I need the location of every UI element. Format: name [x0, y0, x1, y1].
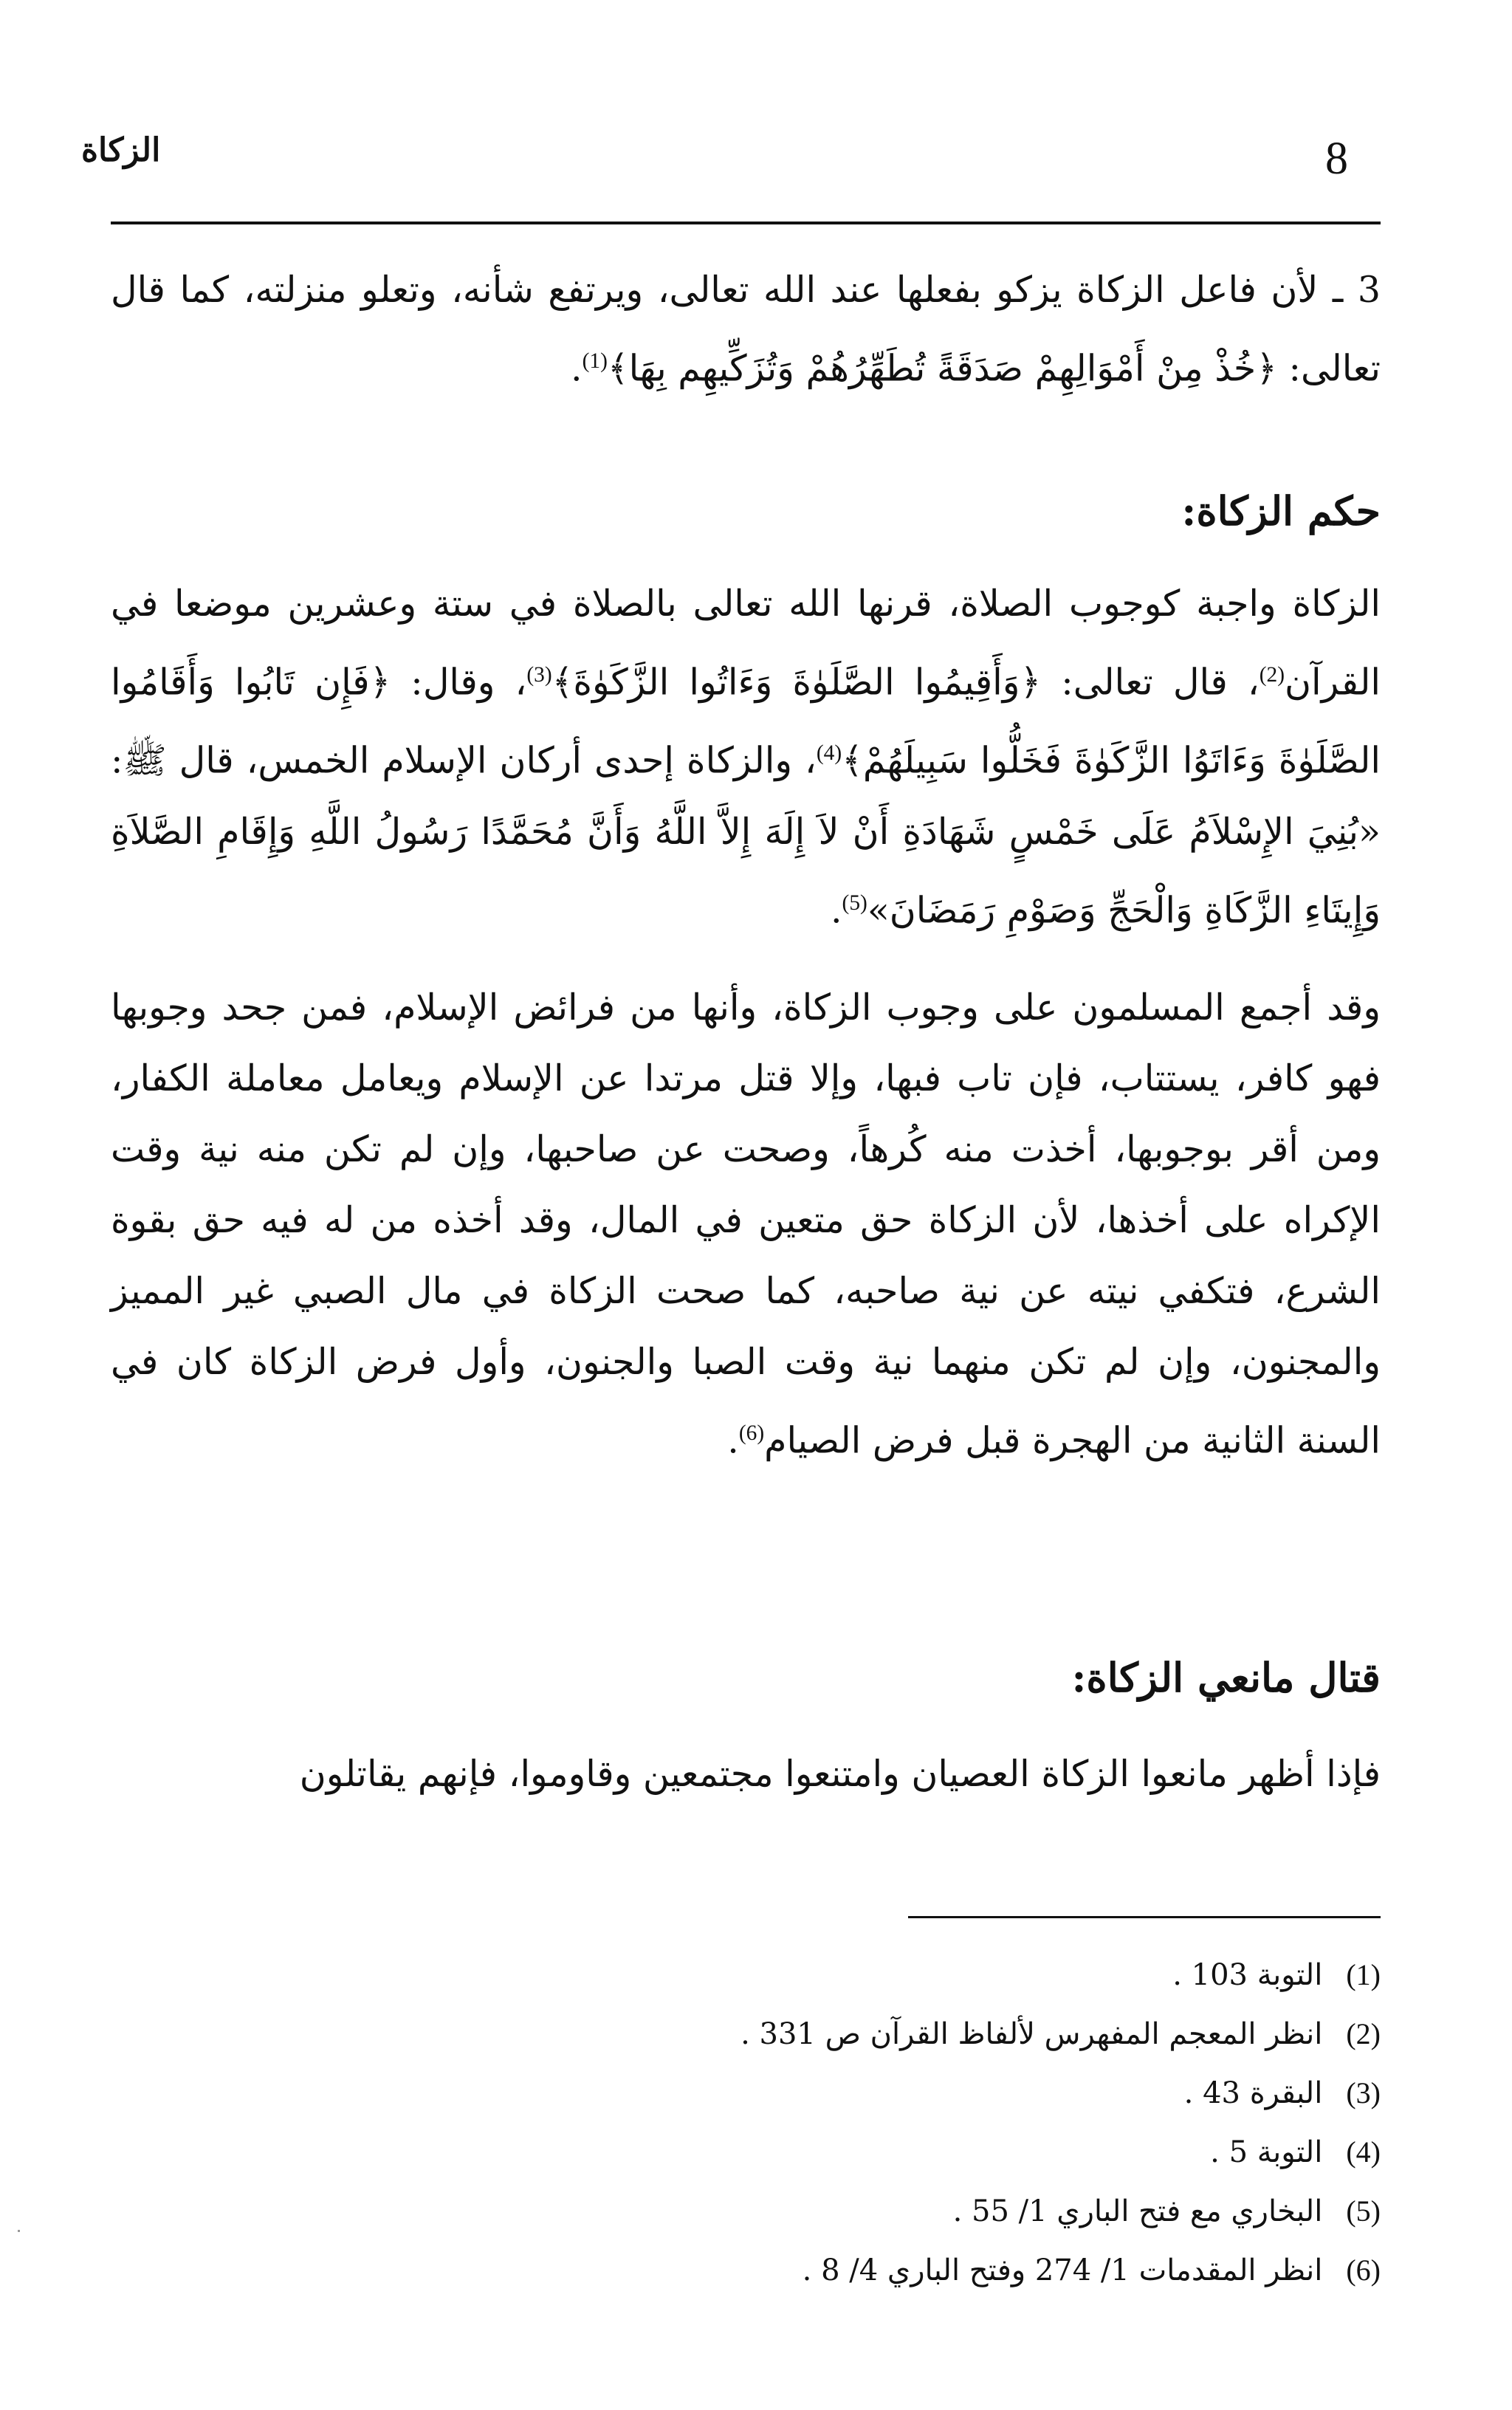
- footnote-item: (3) البقرة 43 .: [1183, 2076, 1381, 2110]
- ruling-text-f: وقد أجمع المسلمون على وجوب الزكاة، وأنها من فرائض الإسلام، فمن جحد وجوبها فهو كافر، يستتاب، فإن تاب فبها، وإلا قتل مرتدا عن الإسلام ويعامل معاملة الكفار، ومن أقر بوجوبها، أخذت منه كُرهاً، وصحت عن صاحبها، وإن لم تكن منه نية وقت الإكراه على أخذها، لأن الزكاة حق متعين في المال، وقد أخذه من له فيه حق بقوة الشرع، فتكفي نيته عن نية صاحبه، كما صحت الزكاة في مال الصبي غير المميز والمجنون، وإن لم تكن منهما نية وقت الصبا والجنون، وأول فرض الزكاة كان في السنة الثانية من الهجرة قبل فرض الصيام: [111, 986, 1381, 1462]
- ruling-text-b: ، قال تعالى: ﴿وَأَقِيمُوا الصَّلَوٰةَ وَءَاتُوا الزَّكَوٰةَ﴾: [551, 661, 1260, 704]
- fighting-text: فإذا أظهر مانعوا الزكاة العصيان وامتنعوا مجتمعين وقاوموا، فإنهم يقاتلون: [299, 1753, 1381, 1795]
- ruling-paragraph-2: [111, 972, 1381, 1476]
- section-ruling-body: [111, 569, 1381, 1503]
- ruling-text-a: الزكاة واجبة كوجوب الصلاة، قرنها الله تعالى بالصلاة في ستة وعشرين موضعا في القرآن: [111, 583, 1381, 704]
- footnote-item: (4) التوبة 5 .: [1210, 2135, 1381, 2169]
- ruling-text-e: .: [830, 888, 842, 931]
- ruling-text-g: .: [727, 1419, 739, 1462]
- footnote-ref-5: (5): [842, 890, 867, 915]
- footnote-item: (1) التوبة 103 .: [1172, 1958, 1381, 1992]
- ruling-text-d: ، والزكاة إحدى أركان الإسلام الخمس، قال ﷺ: «بُنِيَ الإِسْلاَمُ عَلَى خَمْسٍ شَهَادَةِ أَنْ لاَ إِلَهَ إِلاَّ اللَّهُ وَأَنَّ مُحَمَّدًا رَسُولُ اللَّهِ وَإِقَامِ الصَّلاَةِ وَإِيتَاءِ الزَّكَاةِ وَالْحَجِّ وَصَوْمِ رَمَضَانَ»: [111, 739, 1381, 931]
- footnote-ref-6: (6): [738, 1421, 765, 1445]
- section-heading-ruling: حكم الزكاة:: [1181, 487, 1381, 535]
- footnote-item: (6) انظر المقدمات 1/ 274 وفتح الباري 4/ 8 .: [802, 2253, 1381, 2287]
- running-title: الزكاة: [81, 131, 161, 169]
- footnote-ref-1: (1): [582, 349, 608, 373]
- intro-end: .: [570, 347, 583, 390]
- page-number: 8: [1325, 134, 1348, 184]
- footnote-rule: [908, 1916, 1381, 1918]
- section-heading-fighting: قتال مانعي الزكاة:: [1071, 1654, 1381, 1701]
- footnote-ref-2: (2): [1259, 663, 1285, 687]
- intro-text: 3 ـ لأن فاعل الزكاة يزكو بفعلها عند الله تعالى، ويرتفع شأنه، وتعلو منزلته، كما قال تعالى: ﴿خُذْ مِنْ أَمْوَالِهِمْ صَدَقَةً تُطَهِّرُهُمْ وَتُزَكِّيهِم بِهَا﴾: [111, 269, 1381, 390]
- ruling-text-c: ، وقال: ﴿فَإِن تَابُوا وَأَقَامُوا الصَّلَوٰةَ وَءَاتَوُا الزَّكَوٰةَ فَخَلُّوا سَبِيلَهُمْ﴾: [111, 661, 1381, 782]
- footnote-ref-3: (3): [526, 663, 552, 687]
- footnote-item: (2) انظر المعجم المفهرس لألفاظ القرآن ص 331 .: [740, 2017, 1381, 2051]
- footnote-ref-4: (4): [816, 741, 842, 766]
- section-fighting-body: [111, 1739, 1381, 1836]
- ruling-paragraph-1: [111, 569, 1381, 946]
- header-rule: [111, 222, 1381, 224]
- footnote-item: (5) البخاري مع فتح الباري 1/ 55 .: [952, 2194, 1381, 2228]
- scan-speck: [18, 2230, 20, 2232]
- intro-paragraph: [111, 255, 1381, 430]
- footnotes: [111, 1946, 1381, 2300]
